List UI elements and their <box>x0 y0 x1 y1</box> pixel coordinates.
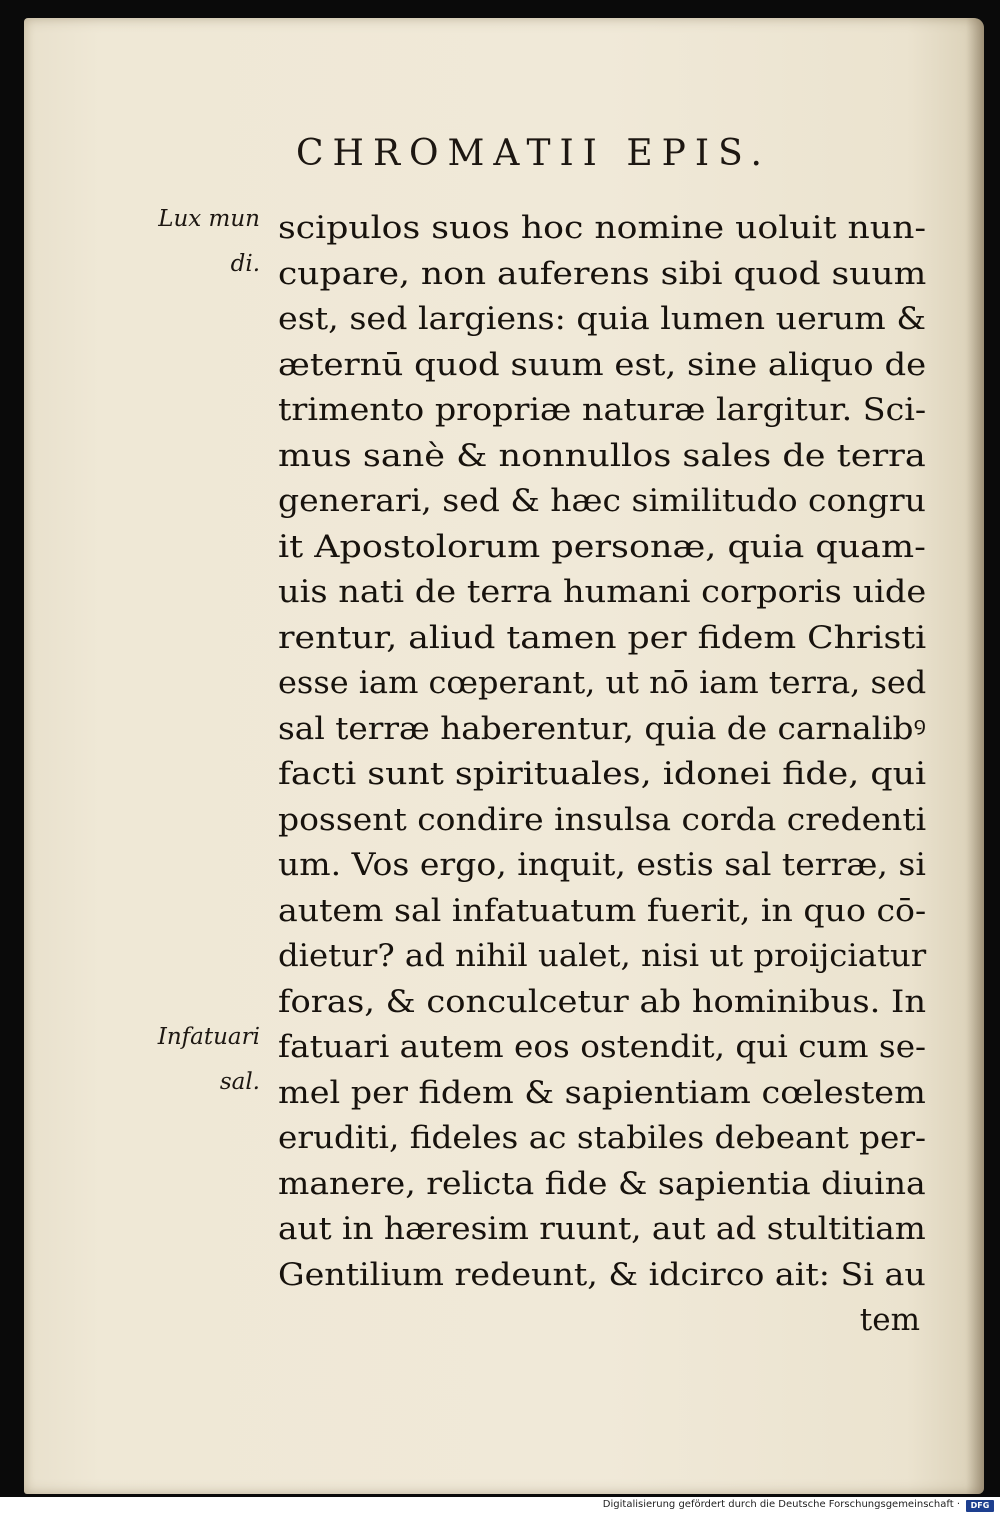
text-line: sal terræ haberentur, quia de carnalibꝰ <box>278 710 927 747</box>
book-page <box>24 18 984 1494</box>
footer-credit-bar <box>0 1497 1000 1516</box>
marginal-note-lux-mundi-line-1: Lux mun <box>158 206 260 232</box>
dfg-logo-icon: DFG <box>966 1500 994 1512</box>
text-line: possent condire insulsa corda credenti <box>278 801 927 838</box>
text-line: manere, relicta fide & sapientia diuina <box>278 1165 926 1202</box>
text-line: foras, & conculcetur ab hominibus. In <box>278 983 927 1020</box>
text-line: uis nati de terra humani corporis uide <box>278 574 927 610</box>
text-line: rentur, aliud tamen per fidem Christi <box>278 619 927 656</box>
funding-credit: Digitalisierung gefördert durch die Deutsche Forschungsgemeinschaft · <box>602 1499 960 1510</box>
text-line: scipulos suos hoc nomine uoluit nun- <box>278 210 927 246</box>
marginal-note-infatuari-sal-line-1: Infatuari <box>157 1024 260 1050</box>
text-line: mus sanè & nonnullos sales de terra <box>278 437 926 474</box>
text-line: eruditi, fideles ac stabiles debeant per- <box>278 1120 927 1156</box>
marginal-note-lux-mundi-line-2: di. <box>230 251 260 277</box>
text-line: generari, sed & hæc similitudo congru <box>278 483 926 519</box>
text-line: esse iam cœperant, ut nō iam terra, sed <box>278 665 927 701</box>
catchword: tem <box>859 1302 920 1338</box>
text-line: est, sed largiens: quia lumen uerum & <box>278 301 926 337</box>
text-line: æternū quod suum est, sine aliquo de <box>278 346 927 383</box>
text-line: it Apostolorum personæ, quia quam- <box>278 528 926 565</box>
marginal-note-infatuari-sal-line-2: sal. <box>219 1069 260 1095</box>
text-line: autem sal infatuatum fuerit, in quo cō- <box>278 892 927 929</box>
text-line: um. Vos ergo, inquit, estis sal terræ, si <box>278 847 926 883</box>
text-line: mel per fidem & sapientiam cœlestem <box>278 1074 926 1111</box>
text-line: Gentilium redeunt, & idcirco ait: Si au <box>278 1256 926 1293</box>
text-line: trimento propriæ naturæ largitur. Sci- <box>278 392 927 428</box>
text-line: fatuari autem eos ostendit, qui cum se- <box>278 1029 927 1065</box>
text-line: cupare, non auferens sibi quod suum <box>278 255 927 292</box>
running-head: CHROMATII EPIS. <box>296 133 771 174</box>
body-text <box>278 206 928 1344</box>
text-line: facti sunt spirituales, idonei fide, qui <box>278 756 927 792</box>
text-line: dietur? ad nihil ualet, nisi ut proijciatur <box>278 938 927 974</box>
text-line: aut in hæresim ruunt, aut ad stultitiam <box>278 1211 926 1247</box>
